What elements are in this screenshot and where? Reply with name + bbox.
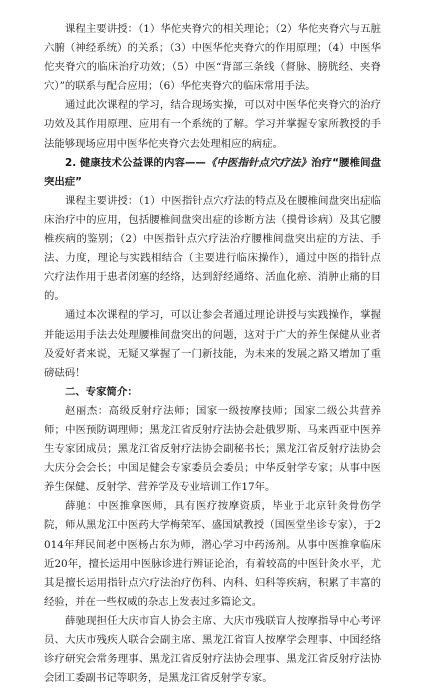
heading2-title: 《中医指针点穴疗法》 (205, 156, 312, 169)
course1-summary-paragraph: 通过此次课程的学习，结合现场实操，可以对中医华佗夹脊穴的治疗功效及其作用原理、应用有一个系统的了解。学习并掌握专家所教授的手法能够现场应用中医华佗夹脊穴去处理相应的病症。 (44, 99, 381, 150)
expert-xue-paragraph: 薛驰：中医推拿医师，具有医疗按摩资质，毕业于北京针灸骨伤学院，师从黑龙江中医药大学梅荣军、盛国斌教授（国医堂坐诊专家），于2014年拜民间老中医杨占东为师，潜心学习中药汤剂。从事中医推拿临床近20年，擅长运用中医脉诊进行辨证论治，有着较高的中医针灸水平，尤其是擅长运用指针点穴疗法治疗伤科、内科、妇科等疾病，积累了丰富的经验，并在一些权威的杂志上发表过多篇论文。 (44, 500, 381, 608)
course2-paragraph: 课程主要讲授：（1）中医指针点穴疗法的特点及在腰椎间盘突出症临床治疗中的应用，包括腰椎间盘突出症的诊断方法（摸骨诊病）及其它腰椎疾病的鉴别；（2）中医指针点穴疗法治疗腰椎间盘突出症的方法、手法、力度，理论与实践相结合（主要进行临床操作），通过中医的指针点穴疗法作用于患者闭塞的经络，达到舒经通络、活血化瘀、消肿止痛的目的。 (44, 194, 381, 303)
expert-zhao-paragraph: 赵丽杰：高级反射疗法师；国家一级按摩技师；国家二级公共营养师；中医预防调理师；黑龙江省反射疗法协会赴俄罗斯、马来西亚中医养生专家团成员；黑龙江省反射疗法协会副秘书长；黑龙江省反射疗法协会大庆分会会长；中国足健会专家委员会委员；中华反射学专家；从事中医养生保健、反射学、营养学及专业培训工作17年。 (44, 404, 381, 494)
heading2-suffix: 治疗“腰椎间盘突出症” (44, 156, 381, 188)
section-heading-course2 (44, 154, 381, 192)
heading2-prefix: 2. 健康技术公益课的内容—— (65, 156, 206, 169)
experts-heading: 二、专家简介： (65, 385, 138, 398)
course1-paragraph: 课程主要讲授：（1）华佗夹脊穴的相关理论；（2）华佗夹脊穴与五脏六腑（神经系统）的关系；（3）中医华佗夹脊穴的作用原理；（4）中医华佗夹脊穴的临床治疗功效；（5）中医“背部三条线（督脉、膀胱经、夹脊穴）”的联系与配合应用；（6）华佗夹脊穴的临床常用手法。 (44, 23, 381, 93)
course2-summary-paragraph: 通过本次课程的学习，可以让参会者通过理论讲授与实践操作，掌握并能运用手法去处理腰椎间盘突出的问题，这对于广大的养生保健从业者及爱好者来说，无疑又掌握了一门新技能，为未来的发展之路又增加了重磅砝码！ (44, 309, 381, 379)
expert-xue-roles-paragraph: 薛驰现担任大庆市盲人协会主席、大庆市残联盲人按摩指导中心考评员、大庆市残疾人联合会副主席、黑龙江省盲人按摩学会理事、中国经络诊疗研究会常务理事、黑龙江省反射疗法协会理事、黑龙江省反射疗法协会团工委副书记等职务，是黑龙江省反射学专家。 (44, 614, 381, 685)
